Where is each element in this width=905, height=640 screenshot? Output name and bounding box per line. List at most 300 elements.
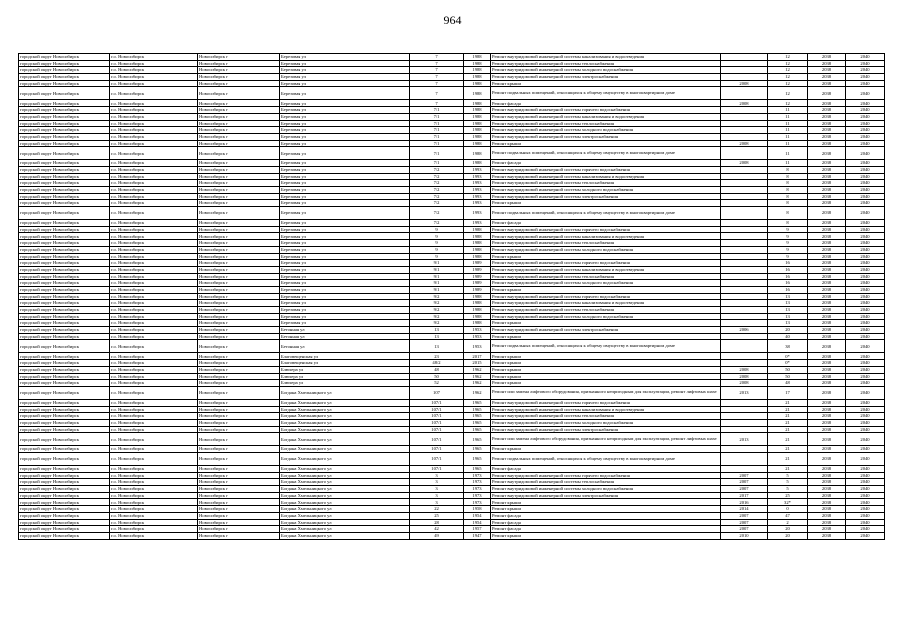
cell-street: Березовая ул	[280, 286, 410, 293]
cell-last-repair	[721, 413, 768, 420]
cell-street: Березовая ул	[280, 300, 410, 307]
cell-work-type: Ремонт крыши	[491, 253, 721, 260]
cell-wear: 11	[768, 133, 808, 140]
cell-start-year: 2038	[808, 253, 846, 260]
cell-last-repair	[721, 399, 768, 406]
cell-start-year: 2038	[808, 166, 846, 173]
cell-street: Березовая ул	[280, 60, 410, 67]
cell-street: Березовая ул	[280, 74, 410, 81]
cell-wear: 11	[768, 147, 808, 160]
cell-district: г.о. Новосибирск	[110, 280, 198, 287]
cell-house: 7	[410, 87, 464, 100]
cell-year: 1965	[464, 413, 491, 420]
cell-end-year: 2040	[846, 127, 885, 134]
cell-start-year: 2038	[808, 313, 846, 320]
cell-street: Бетонная ул	[280, 340, 410, 353]
cell-city: Новосибирск г	[198, 220, 280, 227]
table-row	[19, 519, 885, 526]
cell-wear: 21	[768, 426, 808, 433]
cell-wear: 21	[768, 453, 808, 466]
cell-work-type: Ремонт подвальных помещений, относящихся к общему имуществу в многоквартирном доме	[491, 87, 721, 100]
cell-year: 1993	[464, 200, 491, 207]
table-row	[19, 466, 885, 473]
cell-year: 1953	[464, 327, 491, 334]
cell-street: Березовая ул	[280, 67, 410, 74]
cell-district: г.о. Новосибирск	[110, 327, 198, 334]
cell-municipality: городской округ Новосибирск	[19, 327, 110, 334]
cell-street: Березовая ул	[280, 180, 410, 187]
cell-city: Новосибирск г	[198, 74, 280, 81]
cell-wear: 11	[768, 107, 808, 114]
table-row	[19, 200, 885, 207]
cell-start-year: 2038	[808, 532, 846, 539]
cell-wear: 0	[768, 506, 808, 513]
cell-street: Богдана Хмельницкого ул	[280, 419, 410, 426]
cell-last-repair	[721, 419, 768, 426]
cell-municipality: городской округ Новосибирск	[19, 353, 110, 360]
cell-district: г.о. Новосибирск	[110, 479, 198, 486]
table-row	[19, 87, 885, 100]
cell-start-year: 2038	[808, 180, 846, 187]
cell-wear: 16	[768, 273, 808, 280]
table-row	[19, 180, 885, 187]
cell-wear: 48	[768, 380, 808, 387]
cell-wear: 38	[768, 340, 808, 353]
page-number: 964	[443, 13, 462, 27]
cell-district: г.о. Новосибирск	[110, 519, 198, 526]
cell-municipality: городской округ Новосибирск	[19, 280, 110, 287]
cell-house: 7/2	[410, 200, 464, 207]
table-row	[19, 207, 885, 220]
cell-street: Березовая ул	[280, 173, 410, 180]
cell-municipality: городской округ Новосибирск	[19, 479, 110, 486]
cell-start-year: 2038	[808, 107, 846, 114]
cell-start-year: 2038	[808, 307, 846, 314]
cell-city: Новосибирск г	[198, 193, 280, 200]
cell-municipality: городской округ Новосибирск	[19, 512, 110, 519]
cell-city: Новосибирск г	[198, 360, 280, 367]
cell-last-repair	[721, 240, 768, 247]
cell-district: г.о. Новосибирск	[110, 200, 198, 207]
table-row	[19, 486, 885, 493]
cell-district: г.о. Новосибирск	[110, 107, 198, 114]
cell-street: Березовая ул	[280, 313, 410, 320]
cell-work-type: Ремонт внутридомовой инженерной системы электроснабжения	[491, 327, 721, 334]
cell-work-type: Ремонт крыши	[491, 360, 721, 367]
cell-street: Богдана Хмельницкого ул	[280, 413, 410, 420]
cell-last-repair	[721, 453, 768, 466]
cell-street: Березовая ул	[280, 260, 410, 267]
cell-street: Богдана Хмельницкого ул	[280, 446, 410, 453]
cell-street: Богдана Хмельницкого ул	[280, 492, 410, 499]
cell-work-type: Ремонт внутридомовой инженерной системы теплоснабжения	[491, 60, 721, 67]
cell-end-year: 2040	[846, 313, 885, 320]
table-row	[19, 433, 885, 446]
table-row	[19, 366, 885, 373]
table-row	[19, 307, 885, 314]
cell-house: 107	[410, 386, 464, 399]
cell-district: г.о. Новосибирск	[110, 187, 198, 194]
cell-start-year: 2038	[808, 512, 846, 519]
cell-municipality: городской округ Новосибирск	[19, 419, 110, 426]
cell-district: г.о. Новосибирск	[110, 120, 198, 127]
cell-end-year: 2040	[846, 207, 885, 220]
cell-last-repair	[721, 120, 768, 127]
table-row	[19, 80, 885, 87]
cell-house: 48/2	[410, 360, 464, 367]
cell-street: Богдана Хмельницкого ул	[280, 466, 410, 473]
cell-city: Новосибирск г	[198, 260, 280, 267]
cell-wear: 21	[768, 466, 808, 473]
table-row	[19, 479, 885, 486]
cell-district: г.о. Новосибирск	[110, 293, 198, 300]
cell-municipality: городской округ Новосибирск	[19, 506, 110, 513]
cell-start-year: 2038	[808, 492, 846, 499]
cell-start-year: 2038	[808, 386, 846, 399]
cell-wear: 12	[768, 54, 808, 61]
cell-house: 9	[410, 240, 464, 247]
cell-end-year: 2040	[846, 406, 885, 413]
table-row	[19, 127, 885, 134]
cell-city: Новосибирск г	[198, 320, 280, 327]
cell-city: Новосибирск г	[198, 233, 280, 240]
cell-district: г.о. Новосибирск	[110, 433, 198, 446]
cell-year: 1947	[464, 532, 491, 539]
cell-last-repair: 2006	[721, 327, 768, 334]
cell-house: 3	[410, 492, 464, 499]
cell-year: 1965	[464, 466, 491, 473]
cell-last-repair: 2007	[721, 486, 768, 493]
cell-end-year: 2040	[846, 226, 885, 233]
cell-start-year: 2038	[808, 320, 846, 327]
cell-start-year: 2038	[808, 479, 846, 486]
cell-year: 1973	[464, 486, 491, 493]
table-row	[19, 320, 885, 327]
cell-work-type: Ремонт внутридомовой инженерной системы теплоснабжения	[491, 479, 721, 486]
cell-end-year: 2040	[846, 399, 885, 406]
cell-end-year: 2040	[846, 253, 885, 260]
cell-city: Новосибирск г	[198, 280, 280, 287]
cell-work-type: Ремонт фасада	[491, 512, 721, 519]
cell-street: Богдана Хмельницкого ул	[280, 519, 410, 526]
cell-start-year: 2038	[808, 220, 846, 227]
cell-house: 9/2	[410, 320, 464, 327]
cell-start-year: 2038	[808, 399, 846, 406]
cell-city: Новосибирск г	[198, 399, 280, 406]
cell-city: Новосибирск г	[198, 286, 280, 293]
cell-start-year: 2038	[808, 380, 846, 387]
cell-work-type: Ремонт крыши	[491, 499, 721, 506]
cell-municipality: городской округ Новосибирск	[19, 127, 110, 134]
cell-start-year: 2038	[808, 333, 846, 340]
cell-year: 1988	[464, 226, 491, 233]
cell-start-year: 2038	[808, 293, 846, 300]
cell-municipality: городской округ Новосибирск	[19, 107, 110, 114]
table-row	[19, 373, 885, 380]
cell-municipality: городской округ Новосибирск	[19, 499, 110, 506]
cell-city: Новосибирск г	[198, 519, 280, 526]
table-row	[19, 240, 885, 247]
cell-work-type: Ремонт фасада	[491, 100, 721, 107]
cell-street: Березовая ул	[280, 200, 410, 207]
cell-year: 1965	[464, 446, 491, 453]
cell-city: Новосибирск г	[198, 486, 280, 493]
cell-work-type: Ремонт крыши	[491, 140, 721, 147]
cell-wear: 20	[768, 532, 808, 539]
cell-work-type: Ремонт крыши	[491, 506, 721, 513]
cell-street: Березовая ул	[280, 107, 410, 114]
cell-city: Новосибирск г	[198, 366, 280, 373]
cell-district: г.о. Новосибирск	[110, 220, 198, 227]
cell-city: Новосибирск г	[198, 246, 280, 253]
cell-last-repair	[721, 426, 768, 433]
cell-street: Богдана Хмельницкого ул	[280, 426, 410, 433]
cell-district: г.о. Новосибирск	[110, 113, 198, 120]
table-row	[19, 340, 885, 353]
cell-end-year: 2040	[846, 519, 885, 526]
cell-start-year: 2038	[808, 366, 846, 373]
cell-municipality: городской округ Новосибирск	[19, 160, 110, 167]
cell-house: 7/2	[410, 180, 464, 187]
cell-house: 50	[410, 373, 464, 380]
cell-wear: 8	[768, 220, 808, 227]
cell-street: Березовая ул	[280, 226, 410, 233]
cell-city: Новосибирск г	[198, 67, 280, 74]
table-row	[19, 526, 885, 533]
cell-work-type: Ремонт внутридомовой инженерной системы теплоснабжения	[491, 413, 721, 420]
cell-last-repair: 2007	[721, 512, 768, 519]
cell-city: Новосибирск г	[198, 380, 280, 387]
cell-municipality: городской округ Новосибирск	[19, 519, 110, 526]
cell-district: г.о. Новосибирск	[110, 453, 198, 466]
cell-house: 7/1	[410, 127, 464, 134]
cell-wear: 21	[768, 413, 808, 420]
cell-district: г.о. Новосибирск	[110, 193, 198, 200]
table-row	[19, 173, 885, 180]
cell-end-year: 2040	[846, 133, 885, 140]
cell-year: 1988	[464, 54, 491, 61]
cell-last-repair	[721, 67, 768, 74]
cell-wear: 50	[768, 373, 808, 380]
cell-city: Новосибирск г	[198, 300, 280, 307]
cell-municipality: городской округ Новосибирск	[19, 240, 110, 247]
cell-work-type: Ремонт внутридомовой инженерной системы холодного водоснабжения	[491, 419, 721, 426]
cell-wear: 5	[768, 486, 808, 493]
cell-work-type: Ремонт внутридомовой инженерной системы электроснабжения	[491, 426, 721, 433]
cell-wear: 13	[768, 293, 808, 300]
cell-last-repair	[721, 166, 768, 173]
cell-start-year: 2038	[808, 526, 846, 533]
cell-street: Бетонная ул	[280, 333, 410, 340]
cell-year: 1973	[464, 499, 491, 506]
cell-work-type: Ремонт внутридомовой инженерной системы холодного водоснабжения	[491, 187, 721, 194]
cell-city: Новосибирск г	[198, 419, 280, 426]
cell-start-year: 2038	[808, 340, 846, 353]
cell-year: 1989	[464, 273, 491, 280]
cell-work-type: Ремонт внутридомовой инженерной системы теплоснабжения	[491, 273, 721, 280]
cell-city: Новосибирск г	[198, 127, 280, 134]
cell-district: г.о. Новосибирск	[110, 253, 198, 260]
cell-year: 1973	[464, 472, 491, 479]
cell-city: Новосибирск г	[198, 506, 280, 513]
cell-district: г.о. Новосибирск	[110, 180, 198, 187]
cell-start-year: 2038	[808, 266, 846, 273]
cell-street: Березовая ул	[280, 140, 410, 147]
table-row	[19, 133, 885, 140]
cell-district: г.о. Новосибирск	[110, 506, 198, 513]
cell-house: 7/1	[410, 160, 464, 167]
cell-last-repair	[721, 60, 768, 67]
cell-municipality: городской округ Новосибирск	[19, 226, 110, 233]
cell-city: Новосибирск г	[198, 207, 280, 220]
cell-start-year: 2038	[808, 240, 846, 247]
cell-city: Новосибирск г	[198, 120, 280, 127]
cell-district: г.о. Новосибирск	[110, 74, 198, 81]
cell-end-year: 2040	[846, 472, 885, 479]
cell-year: 1965	[464, 433, 491, 446]
cell-municipality: городской округ Новосибирск	[19, 74, 110, 81]
table-row	[19, 166, 885, 173]
cell-city: Новосибирск г	[198, 100, 280, 107]
cell-district: г.о. Новосибирск	[110, 226, 198, 233]
cell-city: Новосибирск г	[198, 226, 280, 233]
cell-street: Богдана Хмельницкого ул	[280, 406, 410, 413]
cell-district: г.о. Новосибирск	[110, 207, 198, 220]
cell-municipality: городской округ Новосибирск	[19, 373, 110, 380]
cell-city: Новосибирск г	[198, 426, 280, 433]
cell-district: г.о. Новосибирск	[110, 313, 198, 320]
cell-work-type: Ремонт крыши	[491, 80, 721, 87]
cell-last-repair	[721, 293, 768, 300]
cell-last-repair: 2008	[721, 140, 768, 147]
cell-year: 1965	[464, 426, 491, 433]
cell-city: Новосибирск г	[198, 327, 280, 334]
cell-year: 1993	[464, 166, 491, 173]
cell-street: Березовая ул	[280, 233, 410, 240]
cell-house: 49	[410, 532, 464, 539]
cell-street: Богдана Хмельницкого ул	[280, 453, 410, 466]
cell-house: 13	[410, 327, 464, 334]
cell-start-year: 2038	[808, 506, 846, 513]
table-row	[19, 147, 885, 160]
cell-last-repair	[721, 313, 768, 320]
cell-city: Новосибирск г	[198, 453, 280, 466]
cell-work-type: Ремонт крыши	[491, 200, 721, 207]
cell-house: 52	[410, 380, 464, 387]
cell-wear: 16	[768, 286, 808, 293]
cell-wear: 0*	[768, 360, 808, 367]
cell-start-year: 2038	[808, 453, 846, 466]
cell-district: г.о. Новосибирск	[110, 406, 198, 413]
cell-end-year: 2040	[846, 260, 885, 267]
cell-municipality: городской округ Новосибирск	[19, 360, 110, 367]
cell-work-type: Ремонт фасада	[491, 220, 721, 227]
cell-end-year: 2040	[846, 220, 885, 227]
cell-work-type: Ремонт внутридомовой инженерной системы горячего водоснабжения	[491, 472, 721, 479]
cell-last-repair	[721, 180, 768, 187]
cell-start-year: 2038	[808, 373, 846, 380]
cell-municipality: городской округ Новосибирск	[19, 399, 110, 406]
cell-work-type: Ремонт внутридомовой инженерной системы холодного водоснабжения	[491, 280, 721, 287]
cell-work-type: Ремонт внутридомовой инженерной системы горячего водоснабжения	[491, 107, 721, 114]
cell-house: 7/1	[410, 133, 464, 140]
cell-house: 3	[410, 472, 464, 479]
cell-wear: 8	[768, 187, 808, 194]
cell-work-type: Ремонт крыши	[491, 446, 721, 453]
cell-street: Блюхера ул	[280, 380, 410, 387]
cell-city: Новосибирск г	[198, 133, 280, 140]
cell-end-year: 2040	[846, 453, 885, 466]
cell-end-year: 2040	[846, 160, 885, 167]
cell-work-type: Ремонт внутридомовой инженерной системы электроснабжения	[491, 74, 721, 81]
cell-municipality: городской округ Новосибирск	[19, 140, 110, 147]
cell-house: 7	[410, 74, 464, 81]
cell-district: г.о. Новосибирск	[110, 140, 198, 147]
table-row	[19, 253, 885, 260]
cell-wear: 12	[768, 67, 808, 74]
cell-end-year: 2040	[846, 173, 885, 180]
cell-municipality: городской округ Новосибирск	[19, 526, 110, 533]
cell-wear: 12	[768, 74, 808, 81]
cell-municipality: городской округ Новосибирск	[19, 366, 110, 373]
table-row	[19, 233, 885, 240]
cell-last-repair: 2007	[721, 472, 768, 479]
cell-city: Новосибирск г	[198, 492, 280, 499]
cell-district: г.о. Новосибирск	[110, 532, 198, 539]
cell-street: Богдана Хмельницкого ул	[280, 433, 410, 446]
cell-house: 7	[410, 60, 464, 67]
cell-house: 7/2	[410, 207, 464, 220]
cell-street: Березовая ул	[280, 100, 410, 107]
cell-wear: 16	[768, 266, 808, 273]
cell-last-repair	[721, 127, 768, 134]
cell-end-year: 2040	[846, 333, 885, 340]
cell-end-year: 2040	[846, 193, 885, 200]
cell-wear: 11	[768, 113, 808, 120]
table-row	[19, 160, 885, 167]
cell-house: 9	[410, 253, 464, 260]
cell-start-year: 2038	[808, 100, 846, 107]
cell-work-type: Ремонт или замена лифтового оборудования, признанного непригодным для эксплуатации, ремонт лифтовых шахт	[491, 386, 721, 399]
cell-wear: 13	[768, 307, 808, 314]
cell-year: 1988	[464, 300, 491, 307]
cell-city: Новосибирск г	[198, 472, 280, 479]
cell-wear: 9	[768, 240, 808, 247]
cell-wear: 8	[768, 207, 808, 220]
cell-municipality: городской округ Новосибирск	[19, 113, 110, 120]
cell-district: г.о. Новосибирск	[110, 386, 198, 399]
cell-end-year: 2040	[846, 147, 885, 160]
cell-street: Березовая ул	[280, 280, 410, 287]
cell-last-repair	[721, 340, 768, 353]
cell-city: Новосибирск г	[198, 166, 280, 173]
cell-wear: 16	[768, 260, 808, 267]
cell-city: Новосибирск г	[198, 240, 280, 247]
cell-street: Березовая ул	[280, 127, 410, 134]
cell-year: 1988	[464, 160, 491, 167]
cell-year: 1973	[464, 479, 491, 486]
cell-city: Новосибирск г	[198, 413, 280, 420]
cell-year: 1965	[464, 453, 491, 466]
cell-start-year: 2038	[808, 426, 846, 433]
table-row	[19, 360, 885, 367]
cell-wear: 11	[768, 120, 808, 127]
table-row	[19, 273, 885, 280]
table-row	[19, 406, 885, 413]
cell-last-repair	[721, 133, 768, 140]
cell-house: 107/1	[410, 406, 464, 413]
cell-municipality: городской округ Новосибирск	[19, 193, 110, 200]
